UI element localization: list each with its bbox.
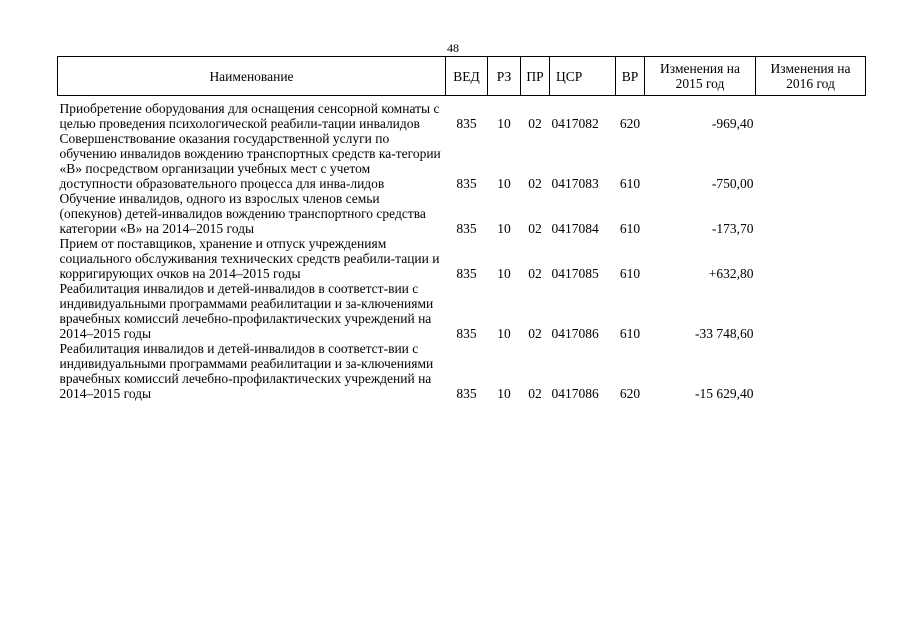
column-header-change-2015: Изменения на 2015 год [645,57,756,96]
row-pr: 02 [528,176,542,191]
table-row [58,131,866,191]
row-pr: 02 [528,116,542,131]
table-row [58,281,866,341]
row-csr: 0417086 [551,326,599,341]
column-header-change-2016: Изменения на 2016 год [756,57,866,96]
column-header-vr: ВР [616,57,645,96]
row-rz: 10 [497,326,511,341]
row-name: Реабилитация инвалидов и детей-инвалидов в соответст-вии с индивидуальными программами реабилитации и за-ключениями врачебных комиссий лечебно-профилактических учреждений на 2014–2015 годы [59,281,434,341]
row-change-2016 [756,131,866,191]
table-row [58,191,866,236]
row-change-2016 [756,96,866,132]
row-change-2015: -969,40 [711,116,754,131]
row-vr: 610 [619,176,641,191]
row-rz: 10 [497,176,511,191]
row-ved: 835 [456,221,477,236]
row-rz: 10 [497,386,511,401]
row-vr: 620 [619,386,641,401]
column-header-pr: ПР [521,57,550,96]
row-name: Прием от поставщиков, хранение и отпуск учреждениям социального обслуживания технических средств реабили-тации и корригирующих очков на 2014–2015 годы [59,236,440,281]
row-change-2015: -173,70 [711,221,754,236]
row-change-2015: -33 748,60 [695,326,754,341]
row-ved: 835 [456,266,477,281]
row-rz: 10 [497,116,511,131]
page-number: 48 [447,41,459,55]
row-pr: 02 [528,326,542,341]
row-ved: 835 [456,326,477,341]
table-header [58,57,866,96]
row-change-2016 [756,281,866,341]
column-header-ved: ВЕД [446,57,488,96]
row-name: Обучение инвалидов, одного из взрослых членов семьи (опекунов) детей-инвалидов вождению транспортного средства категории «В» на 2014–2015 годы [59,191,426,236]
table-row [58,236,866,281]
row-pr: 02 [528,266,542,281]
table-row [58,341,866,401]
row-csr: 0417083 [551,176,599,191]
row-ved: 835 [456,176,477,191]
row-pr: 02 [528,386,542,401]
row-csr: 0417085 [551,266,599,281]
row-ved: 835 [456,116,477,131]
row-csr: 0417082 [551,116,599,131]
row-vr: 610 [619,221,641,236]
row-csr: 0417086 [551,386,599,401]
row-change-2015: +632,80 [708,266,754,281]
row-change-2015: -15 629,40 [695,386,754,401]
column-header-rz: РЗ [488,57,521,96]
row-vr: 610 [619,266,641,281]
table-row [58,96,866,132]
row-pr: 02 [528,221,542,236]
row-change-2015: -750,00 [711,176,754,191]
row-name: Реабилитация инвалидов и детей-инвалидов в соответст-вии с индивидуальными программами реабилитации и за-ключениями врачебных комиссий лечебно-профилактических учреждений на 2014–2015 годы [59,341,434,401]
row-change-2016 [756,341,866,401]
column-header-csr: ЦСР [550,57,616,96]
row-name: Совершенствование оказания государственной услуги по обучению инвалидов вождению транспортных средств ка-тегории «В» посредством организации учебных мест с учетом доступности образовательного процесса для инва-лидов [59,131,441,191]
budget-table [57,56,866,401]
row-change-2016 [756,191,866,236]
row-vr: 610 [619,326,641,341]
row-rz: 10 [497,266,511,281]
row-csr: 0417084 [551,221,599,236]
row-rz: 10 [497,221,511,236]
row-ved: 835 [456,386,477,401]
row-change-2016 [756,236,866,281]
row-vr: 620 [619,116,641,131]
row-name: Приобретение оборудования для оснащения сенсорной комнаты с целью проведения психологической реабили-тации инвалидов [59,101,440,131]
column-header-name: Наименование [58,57,446,96]
table-body [58,96,866,402]
